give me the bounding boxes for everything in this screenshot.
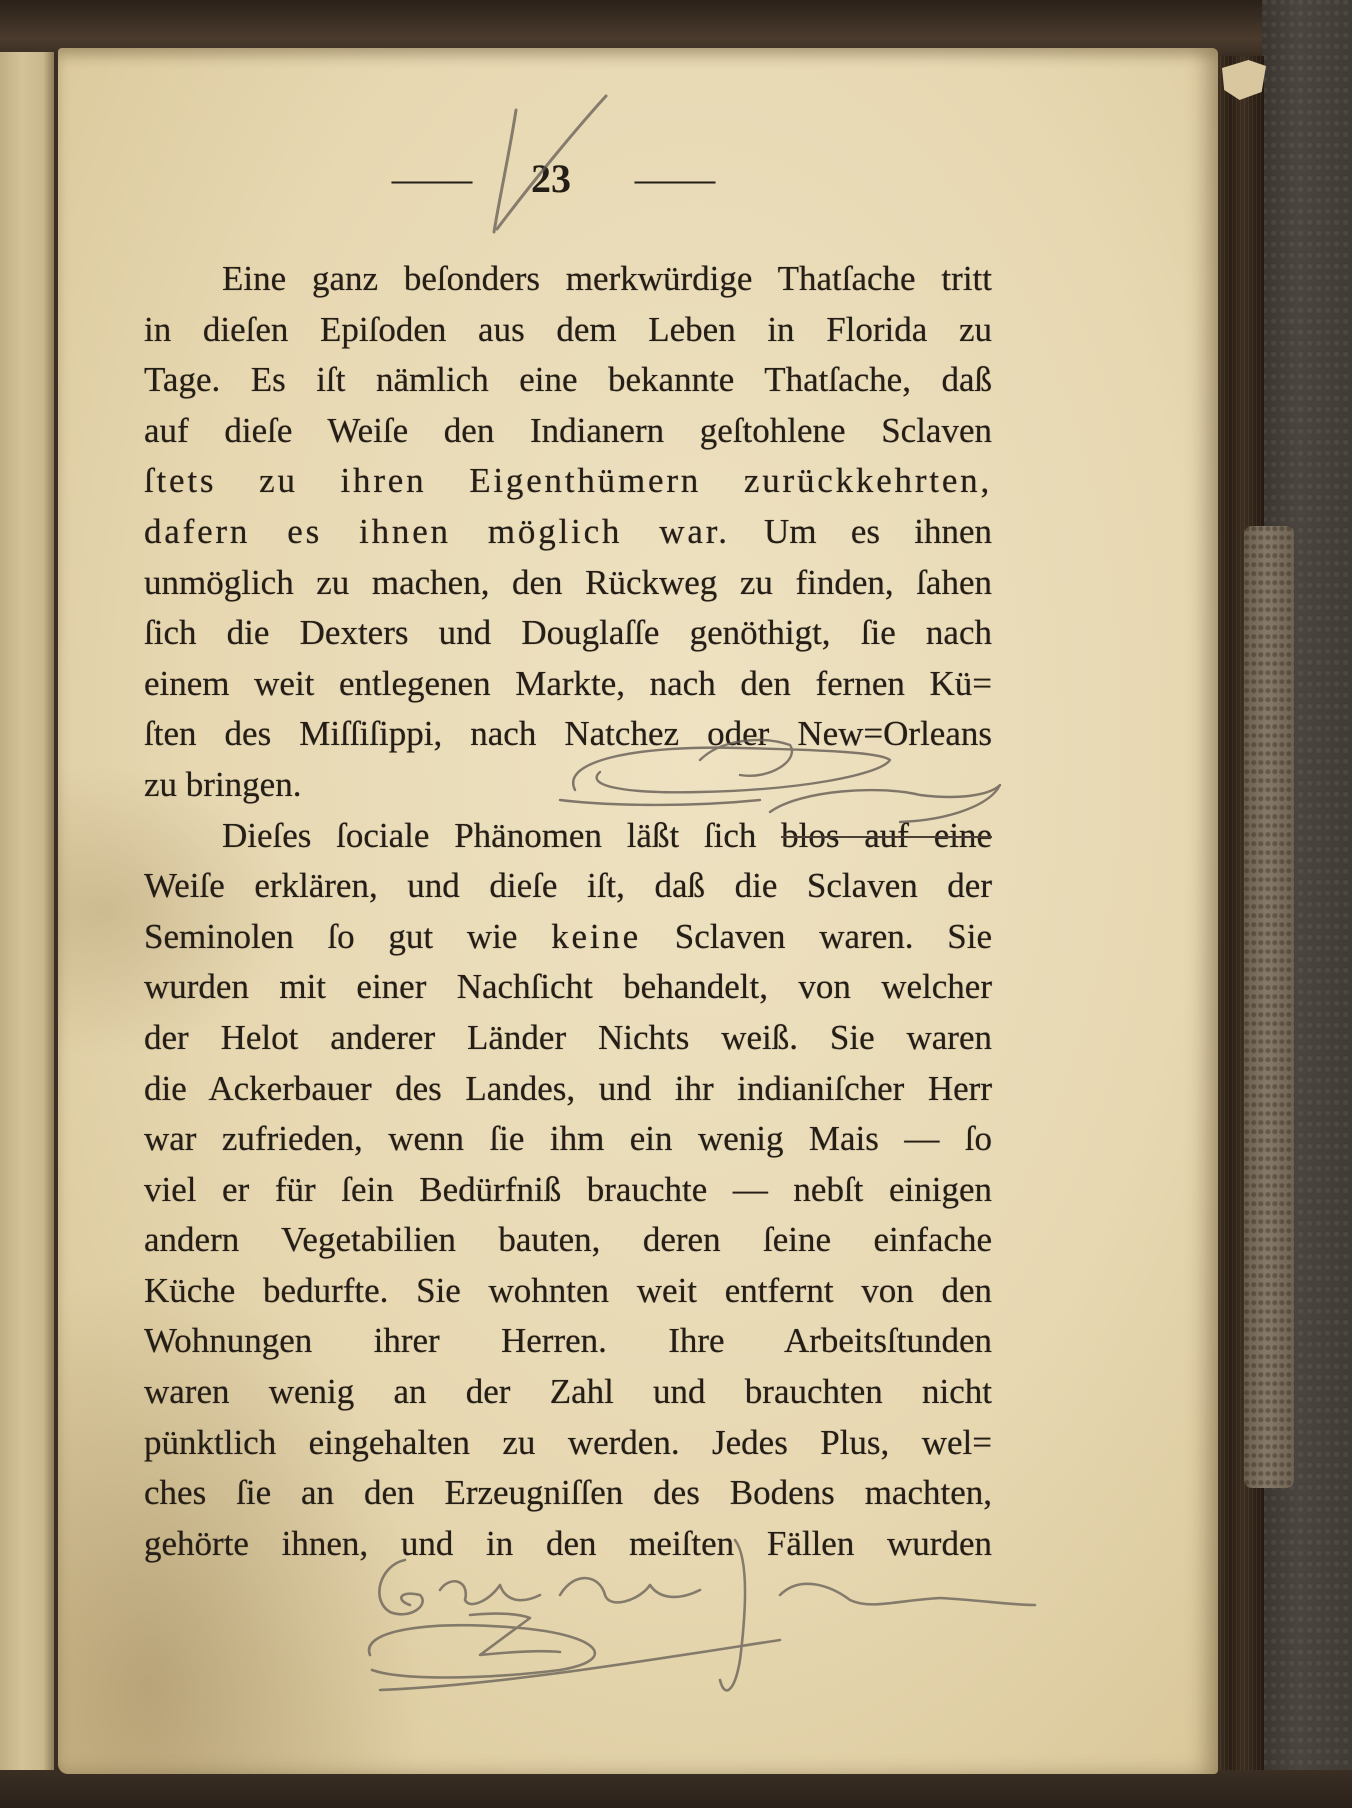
sperrsatz-emphasis: keine — [551, 916, 641, 956]
text-line — [144, 1316, 992, 1367]
text-line — [144, 1165, 992, 1216]
text-line — [144, 406, 992, 457]
line-text: andern Vegetabilien bauten, deren ſeine einfache — [144, 1220, 992, 1260]
previous-page-edge — [0, 52, 54, 1774]
line-text: gehörte ihnen, und in den meiſten Fällen wurden — [144, 1523, 992, 1563]
book-bottom-edge — [0, 1770, 1352, 1808]
text-line — [144, 1114, 992, 1165]
text-line — [144, 1266, 992, 1317]
page-header — [58, 155, 1218, 203]
line-text-segment: Um es ihnen — [764, 511, 993, 551]
struck-through-text: blos auf eine — [781, 815, 992, 855]
line-text: unmöglich zu machen, den Rückweg zu finden, ſahen — [144, 562, 992, 602]
line-text: pünktlich eingehalten zu werden. Jedes Plus, wel= — [144, 1422, 992, 1462]
text-line — [144, 558, 992, 609]
line-text — [144, 507, 992, 558]
line-text: Tage. Es iſt nämlich eine bekannte Thatſache, daß — [144, 360, 992, 400]
line-text: viel er für ſein Bedürfniß brauchte — nebſt einigen — [144, 1169, 992, 1209]
header-rule-left: — — [392, 156, 472, 201]
line-text-segment: Seminolen ſo gut wie — [144, 916, 518, 956]
book-page — [58, 48, 1218, 1774]
line-text: zu bringen. — [144, 764, 302, 804]
text-line — [144, 709, 992, 760]
text-line — [144, 1468, 992, 1519]
text-line — [144, 912, 992, 963]
line-text: ſich die Dexters und Douglaſſe genöthigt, ſie nach — [144, 613, 992, 653]
line-text: war zufrieden, wenn ſie ihm ein wenig Mais — ſo — [144, 1119, 992, 1159]
line-text-segment: Dieſes ſociale Phänomen läßt ſich — [222, 815, 757, 855]
text-line — [144, 1064, 992, 1115]
line-text: ches ſie an den Erzeugniſſen des Bodens machten, — [144, 1473, 992, 1513]
line-text-emphasis: ſtets zu ihren Eigenthümern zurückkehrten, — [144, 461, 992, 501]
text-line — [144, 861, 992, 912]
text-line — [144, 659, 992, 710]
line-text: Eine ganz beſonders merkwürdige Thatſache tritt — [222, 259, 992, 298]
worn-binding-edge — [1244, 526, 1294, 1488]
text-line — [144, 608, 992, 659]
text-line — [144, 1013, 992, 1064]
line-text — [222, 811, 992, 862]
paragraph — [144, 811, 992, 1570]
header-rule-right: — — [635, 156, 715, 201]
sperrsatz-emphasis: dafern es ihnen möglich war. — [144, 511, 730, 551]
text-line — [144, 1367, 992, 1418]
line-text: auf dieſe Weiſe den Indianern geſtohlene Sclaven — [144, 410, 992, 450]
line-text: einem weit entlegenen Markte, nach den fernen Kü= — [144, 663, 992, 703]
line-text — [144, 912, 992, 963]
text-line — [144, 507, 992, 558]
line-text: Weiſe erklären, und dieſe iſt, daß die Sclaven der — [144, 866, 992, 906]
page-number: 23 — [531, 156, 571, 201]
line-text: Küche bedurfte. Sie wohnten weit entfernt von den — [144, 1270, 992, 1310]
line-text: ſten des Miſſiſippi, nach Natchez oder New=Orleans — [144, 714, 992, 754]
text-line — [144, 456, 992, 507]
line-text: in dieſen Epiſoden aus dem Leben in Florida zu — [144, 309, 992, 349]
text-line — [144, 1215, 992, 1266]
text-line — [144, 811, 992, 862]
text-line — [144, 254, 992, 305]
line-text: die Ackerbauer des Landes, und ihr indianiſcher Herr — [144, 1068, 992, 1108]
text-line — [144, 1519, 992, 1570]
text-line — [144, 1418, 992, 1469]
line-text: waren wenig an der Zahl und brauchten nicht — [144, 1372, 992, 1412]
body-text — [144, 254, 992, 1569]
line-text: der Helot anderer Länder Nichts weiß. Sie waren — [144, 1017, 992, 1057]
line-text-segment: Sclaven waren. Sie — [674, 916, 992, 956]
line-text: wurden mit einer Nachſicht behandelt, von welcher — [144, 967, 992, 1007]
text-line — [144, 305, 992, 356]
text-line — [144, 760, 992, 811]
paragraph — [144, 254, 992, 811]
text-line — [144, 355, 992, 406]
text-line — [144, 962, 992, 1013]
line-text: Wohnungen ihrer Herren. Ihre Arbeitsſtunden — [144, 1321, 992, 1361]
